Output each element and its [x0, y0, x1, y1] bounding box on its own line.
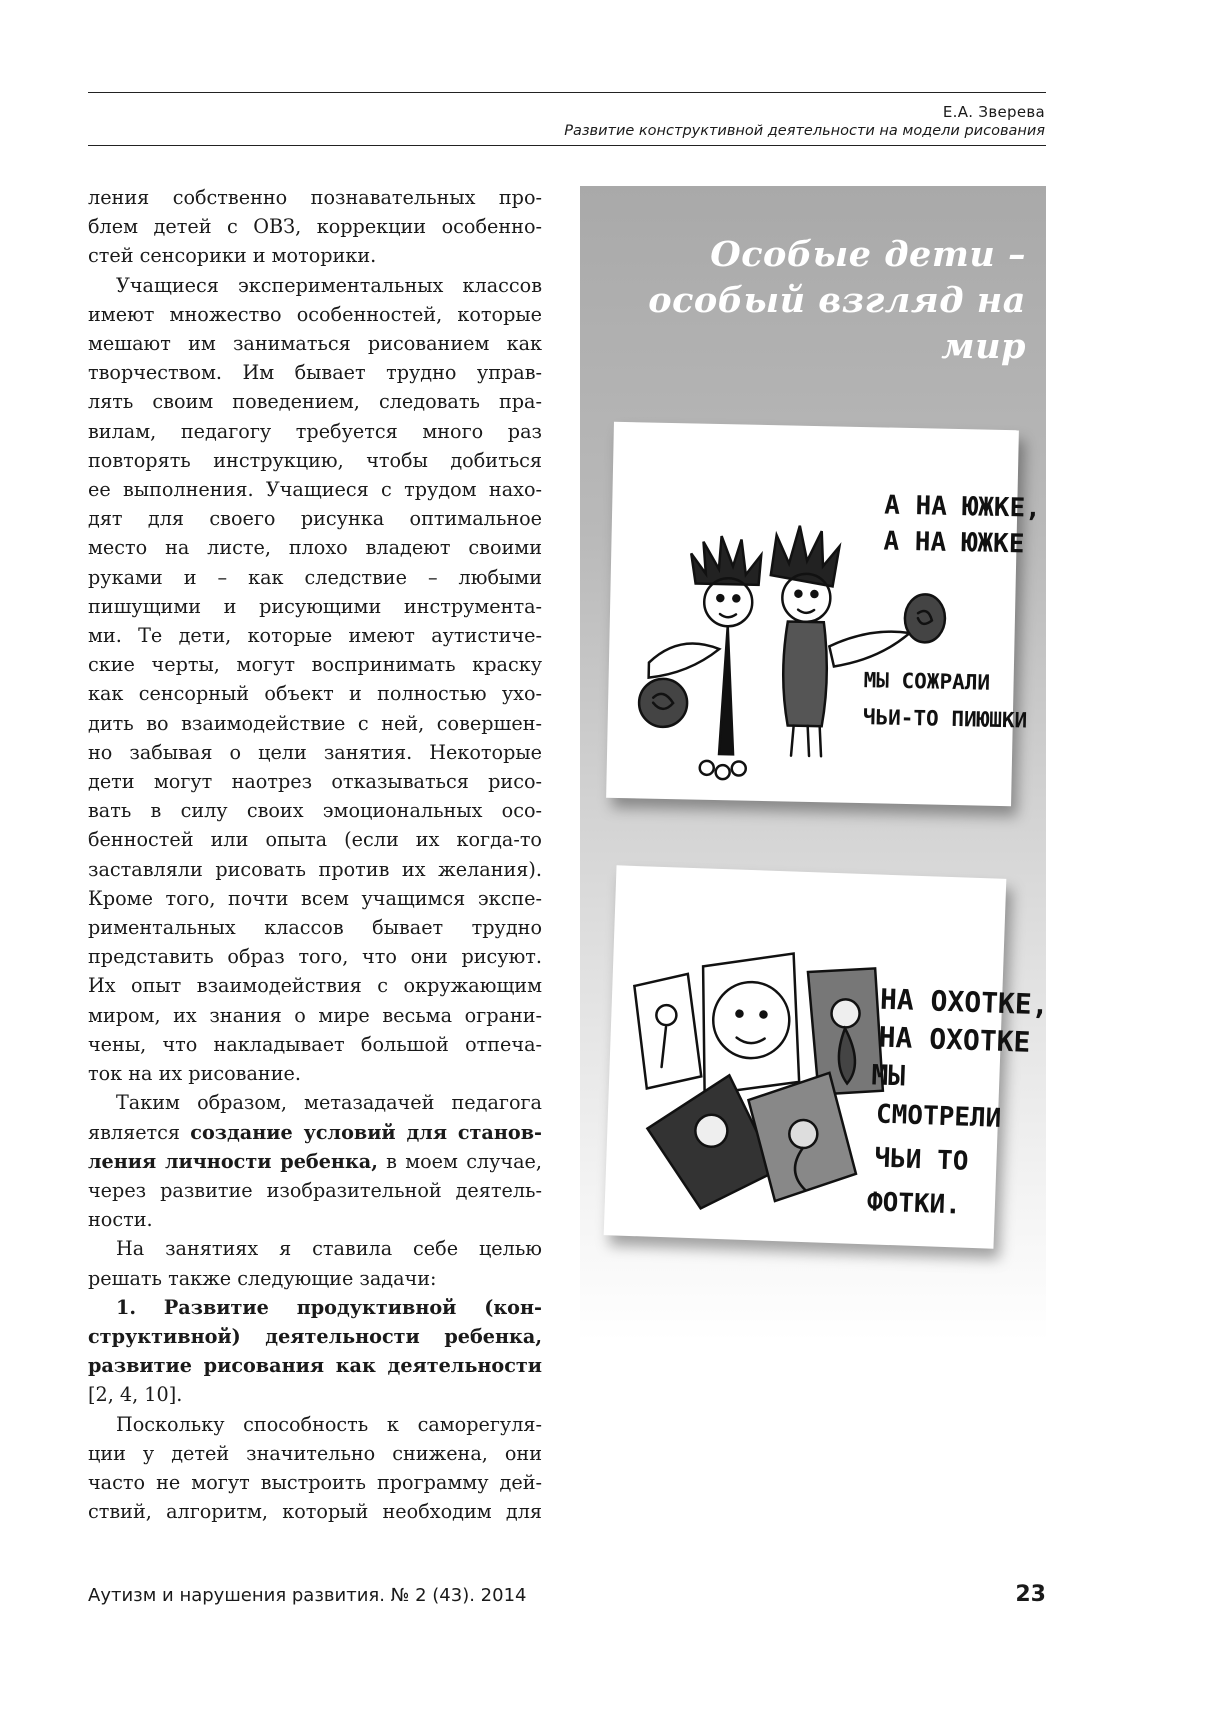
text-line: развитие рисования как деятельности [88, 1354, 542, 1378]
text-line: Их опыт взаимодействия с окружающим [88, 974, 542, 998]
footer-journal: Аутизм и нарушения развития. № 2 (43). 2014 [88, 1585, 527, 1606]
text-line: дят для своего рисунка оптимальное [88, 507, 542, 531]
drawing-2-caption-line: НА ОХОТКЕ, [879, 982, 1050, 1022]
emphasis-text: создание условий для станов- [190, 1120, 542, 1144]
text-line: 1. Развитие продуктивной (кон- [116, 1295, 542, 1319]
drawing-1-caption-line: А НА ЮЖКЕ, [883, 490, 1042, 524]
text-line: творчеством. Им бывает трудно управ- [88, 361, 542, 385]
text-line: миром, их знания о мире весьма ограни- [88, 1003, 542, 1027]
text-line: Поскольку способность к саморегуля- [116, 1412, 542, 1436]
text-line: повторять инструкцию, чтобы добиться [88, 448, 542, 472]
sidebar-title-line: особый взгляд на мир [648, 280, 1026, 367]
child-drawing-1 [606, 422, 1042, 806]
drawing-1-caption-line: ЧЬИ-ТО ПИЮШКИ [862, 705, 1028, 733]
text-line [88, 1147, 542, 1176]
text-line: Кроме того, почти всем учащимся экспе- [88, 886, 542, 910]
text-line: дети могут наотрез отказываться рисо- [88, 770, 542, 794]
text-line: руками и – как следствие – любыми [88, 565, 542, 589]
text-line: вать в силу своих эмоциональных осо- [88, 799, 542, 823]
drawing-2-caption-line: НА ОХОТКЕ [878, 1020, 1031, 1059]
text-line: [2, 4, 10]. [88, 1383, 183, 1407]
header-rule-bottom [88, 145, 1046, 146]
text-line: риментальных классов бывает трудно [88, 916, 542, 940]
text-line: бенностей или опыта (если их когда-то [88, 828, 542, 852]
text-line: заставляли рисовать против их желания). [88, 857, 542, 881]
text-line: Учащиеся экспериментальных классов [116, 273, 542, 297]
paragraph-5 [88, 1293, 542, 1410]
text-line: но забывая о цели занятия. Некоторые [88, 740, 542, 764]
text-line: ности. [88, 1208, 153, 1232]
text-line: решать также следующие задачи: [88, 1266, 437, 1290]
header-author: Е.А. Зверева [942, 103, 1045, 121]
text-line: ток на их рисование. [88, 1062, 301, 1086]
text-line [88, 1118, 542, 1147]
drawing-2-caption-line: СМОТРЕЛИ [875, 1099, 1002, 1134]
text-line: пишущими и рисующими инструмента- [88, 594, 542, 618]
text-line: ми. Те дети, которые имеют аутистиче- [88, 624, 542, 648]
text-line: блем детей с ОВЗ, коррекции особенно- [88, 215, 542, 239]
text-line: место на листе, плохо владеют своими [88, 536, 542, 560]
text-line: имеют множество особенностей, которые [88, 302, 542, 326]
text-line: через развитие изобразительной деятель- [88, 1178, 542, 1202]
text-line: как сенсорный объект и полностью ухо- [88, 682, 542, 706]
text-line: стей сенсорики и моторики. [88, 244, 377, 268]
text-line: ления собственно познавательных про- [88, 186, 542, 209]
text-line: чены, что накладывает большой отпеча- [88, 1032, 542, 1056]
sidebar-panel [580, 186, 1050, 1341]
text-run: в моем случае, [377, 1149, 542, 1173]
text-line: часто не могут выстроить программу дей- [88, 1470, 542, 1494]
drawing-2-caption-line: ЧЬИ ТО [873, 1143, 969, 1177]
header-article-title: Развитие конструктивной деятельности на модели рисования [564, 123, 1045, 139]
page-number: 23 [1015, 1582, 1046, 1607]
drawing-2-caption-line: МЫ [870, 1058, 906, 1093]
text-line: На занятиях я ставила себе целью [116, 1237, 542, 1261]
drawing-1-caption-line: МЫ СОЖРАЛИ [863, 668, 991, 695]
drawing-2-sketch [604, 865, 1050, 1248]
paragraph-2 [88, 271, 542, 1089]
paragraph-3 [88, 1088, 542, 1234]
emphasis-text: ления личности ребенка, [88, 1149, 378, 1173]
text-line: ции у детей значительно снижена, они [88, 1441, 542, 1465]
text-run: является [88, 1120, 191, 1144]
drawing-2-caption-line: ФОТКИ. [866, 1187, 962, 1221]
paragraph-1 [88, 183, 542, 271]
sidebar-title [580, 232, 1026, 370]
drawing-1-sketch [606, 422, 1042, 806]
text-line: представить образ того, что они рисуют. [88, 945, 542, 969]
sidebar-title-line: Особые дети – [710, 234, 1026, 275]
header-rule-top [88, 92, 1046, 93]
text-line: дить во взаимодействие с ней, совершен- [88, 711, 542, 735]
text-line: структивной) деятельности ребенка, [88, 1324, 542, 1348]
text-line: ее выполнения. Учащиеся с трудом нахо- [88, 478, 542, 502]
text-line: мешают им заниматься рисованием как [88, 332, 542, 356]
text-line: ствий, алгоритм, который необходим для [88, 1500, 542, 1524]
paragraph-6 [88, 1410, 542, 1527]
drawing-1-caption-line: А НА ЮЖКЕ [883, 526, 1025, 560]
text-line: ские черты, могут воспринимать краску [88, 653, 542, 677]
body-text-column [88, 183, 542, 1526]
child-drawing-2 [604, 865, 1050, 1248]
paragraph-4 [88, 1234, 542, 1292]
text-line: лять своим поведением, следовать пра- [88, 390, 542, 414]
text-line: вилам, педагогу требуется много раз [88, 419, 542, 443]
text-line: Таким образом, метазадачей педагога [116, 1091, 542, 1115]
